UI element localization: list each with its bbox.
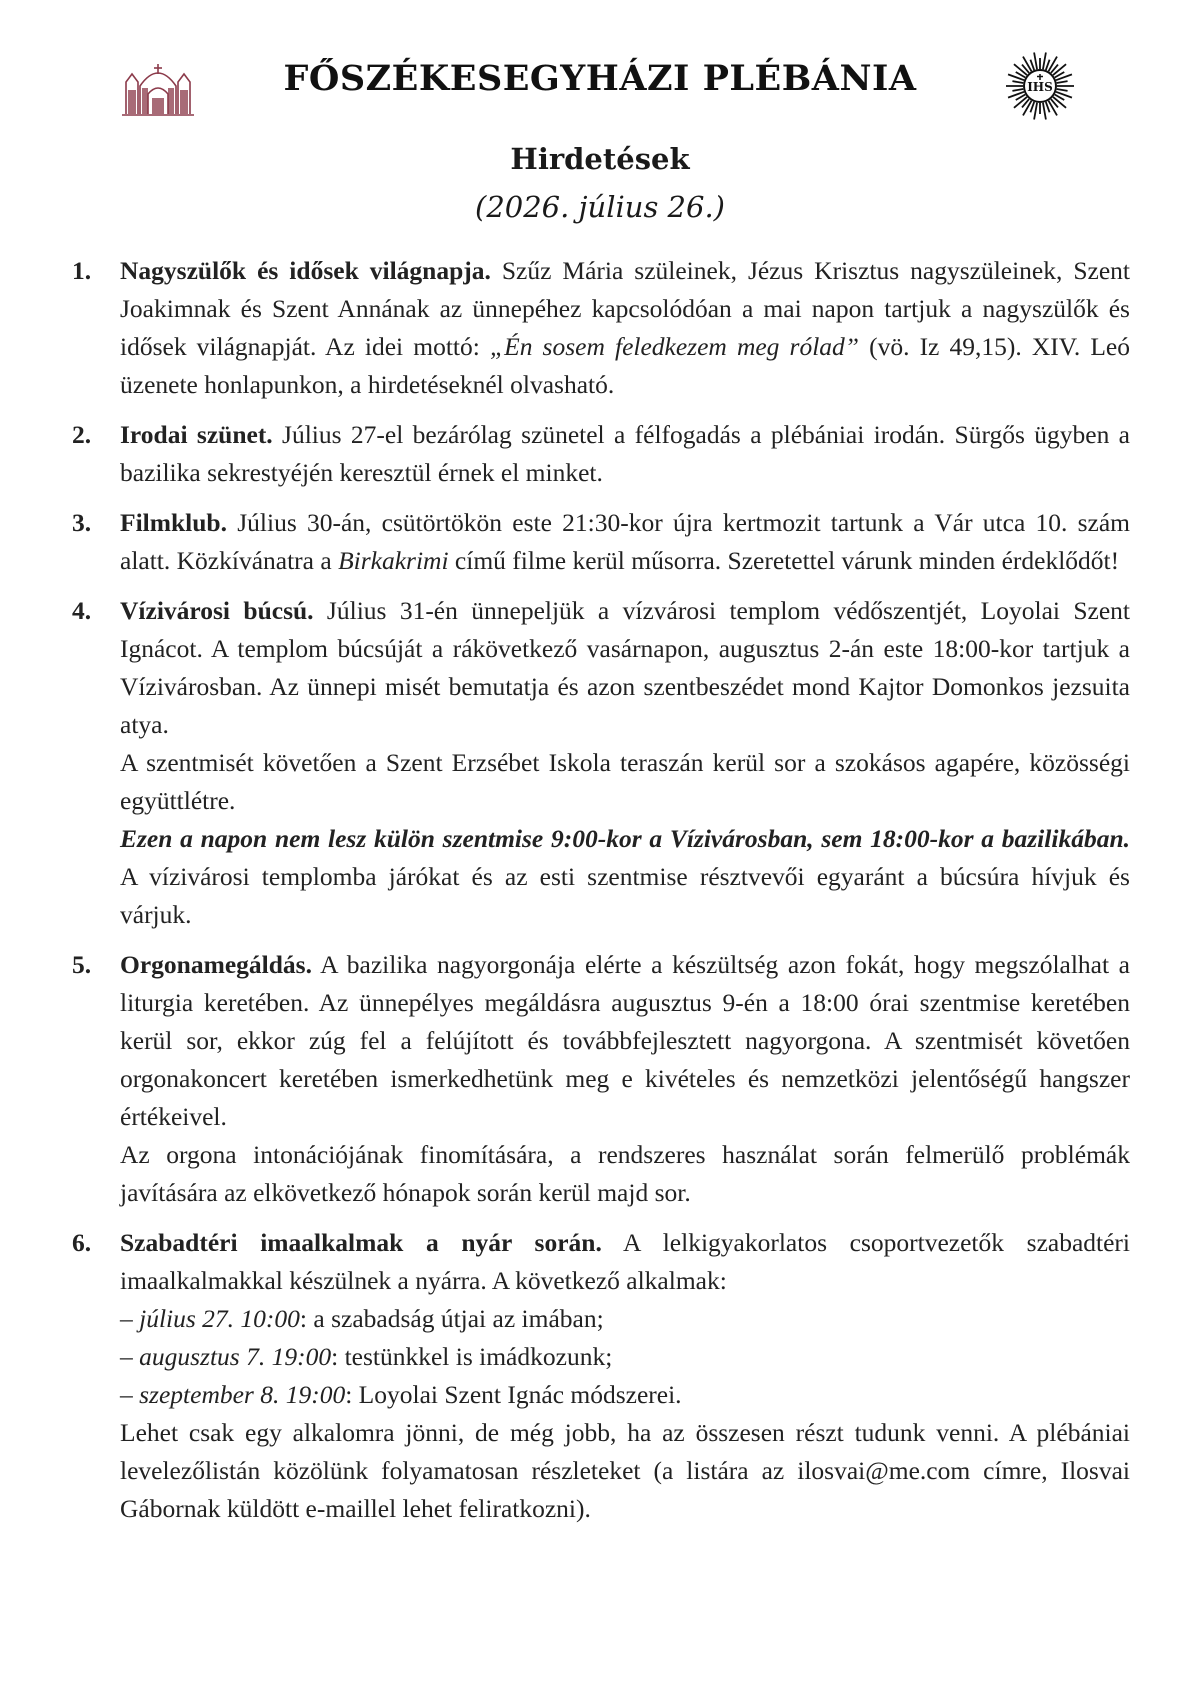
item-quote: „Én sosem feledkezem meg rólad”: [489, 332, 859, 361]
sunburst-ray: [1057, 89, 1068, 91]
cathedral-logo-icon: [122, 60, 194, 116]
sunburst-ray: [1030, 60, 1034, 70]
item-heading: Irodai szünet.: [120, 420, 273, 449]
sunburst-ray: [1043, 53, 1046, 70]
item-paragraph: A szentmisét követően a Szent Erzsébet Iskola teraszán kerül sor a szokásos agapére, közösségi együttlétre.: [120, 748, 1130, 815]
announcement-item: [68, 592, 1130, 934]
sunburst-ray: [1053, 97, 1066, 108]
event-line: [120, 1300, 1130, 1338]
svg-text:IHS: IHS: [1027, 80, 1053, 94]
film-title: Birkakrimi: [338, 546, 449, 575]
item-text: Július 27-el bezárólag szünetel a félfogadás a plébániai irodán. Sürgős ügyben a bazilika sekrestyéjén keresztül érnek el minket.: [120, 420, 1130, 487]
event-title: : a szabadság útjai az imában;: [299, 1304, 604, 1333]
sunburst-ray: [1012, 81, 1023, 83]
page-header: [0, 50, 1200, 130]
sunburst-ray: [1012, 89, 1023, 91]
announcement-item: [68, 1224, 1130, 1528]
item-text: Július 31-én ünnepeljük a vízvárosi templom védőszentjét, Loyolai Szent Ignácot. A templom búcsúját a rákövetkező vasárnapon, augusztus 2-án este 18:00-kor tartjuk a Vízivárosban. Az ünnepi misét bemutatja és azon szentbeszédet mond Kajtor Domonkos jezsuita atya.: [120, 596, 1131, 739]
event-time: – szeptember 8. 19:00: [120, 1380, 346, 1409]
announcement-list: [68, 252, 1130, 1540]
item-heading: Szabadtéri imaalkalmak a nyár során.: [120, 1228, 602, 1257]
sunburst-ray: [1014, 64, 1027, 75]
item-number: 4.: [72, 596, 92, 625]
sunburst-ray: [1046, 60, 1050, 70]
announcement-item: [68, 252, 1130, 404]
item-text: Július 30-án, csütörtökön este 21:30-kor újra kertmozit tartunk a Vár utca 10. szám alatt. Közkívánatra a: [120, 508, 1130, 575]
item-paragraph: [120, 592, 1130, 744]
sunburst-ray: [1046, 102, 1050, 112]
item-number: 5.: [72, 950, 92, 979]
item-text: A vízivárosi templomba járókat és az esti szentmise résztvevői egyaránt a búcsúra hívjuk és várjuk.: [120, 862, 1130, 929]
event-line: [120, 1338, 1130, 1376]
item-heading: Filmklub.: [120, 508, 227, 537]
announcement-item: [68, 946, 1130, 1212]
item-paragraph: Az orgona intonációjának finomítására, a rendszeres használat során felmerülő problémák javítására az elkövetkező hónapok során kerül majd sor.: [120, 1140, 1130, 1207]
item-text: (vö. Iz 49,15). XIV. Leó üzenete honlapunkon, a hirdetéseknél olvasható.: [120, 332, 1130, 399]
item-text: című filme kerül műsorra. Szeretettel várunk minden érdeklődőt!: [448, 546, 1120, 575]
item-number: 3.: [72, 508, 92, 537]
sunburst-ray: [1057, 81, 1068, 83]
item-heading: Nagyszülők és idősek világnapja.: [120, 256, 491, 285]
document-subtitle: Hirdetések: [510, 142, 690, 176]
item-paragraph: Lehet csak egy alkalomra jönni, de még jobb, ha az összesen részt tudunk venni. A plébániai levelezőlistán közölünk folyamatosan részleteket (a listára az ilosvai@me.com címre, Ilosvai Gábornak küldött e-maillel lehet feliratkozni).: [120, 1418, 1130, 1523]
item-paragraph: [120, 1224, 1130, 1300]
announcement-item: [68, 504, 1130, 580]
sunburst-ray: [1023, 57, 1032, 72]
item-heading: Vízivárosi búcsú.: [120, 596, 314, 625]
item-text: Szűz Mária szüleinek, Jézus Krisztus nagyszüleinek, Szent Joakimnak és Szent Annának az ünnepéhez kapcsolódóan a mai napon tartjuk a nagyszülők és idősek világnapját. Az idei mottó:: [120, 256, 1131, 361]
item-text: A bazilika nagyorgonája elérte a készültség azon fokát, hogy megszólalhat a liturgia keretében. Az ünnepélyes megáldásra augusztus 9-én a 18:00 órai szentmise keretében kerül sor, ekkor zúg fel a felújított és továbbfejlesztett nagyorgona. A szentmisét követően orgonakoncert keretében ismerkedhetünk meg e kivételes és nemzetközi jelentőségű hangszer értékeivel.: [120, 950, 1130, 1131]
sunburst-ray: [1049, 57, 1058, 72]
sunburst-ray: [1014, 97, 1027, 108]
item-number: 1.: [72, 256, 92, 285]
item-paragraph: [120, 820, 1130, 934]
item-number: 2.: [72, 420, 92, 449]
sunburst-ray: [1034, 53, 1037, 70]
sunburst-ray: [1049, 101, 1058, 116]
item-paragraph: [120, 946, 1130, 1136]
sunburst-ray: [1053, 64, 1066, 75]
item-text: A lelkigyakorlatos csoportvezetők szabadtéri imaalkalmakkal készülnek a nyárra. A következő alkalmak:: [120, 1228, 1130, 1295]
item-heading: Orgonamegáldás.: [120, 950, 312, 979]
sunburst-ray: [1023, 101, 1032, 116]
item-notice: Ezen a napon nem lesz külön szentmise 9:00-kor a Vízivárosban, sem 18:00-kor a bazilikában.: [120, 824, 1130, 853]
event-time: – augusztus 7. 19:00: [120, 1342, 332, 1371]
item-number: 6.: [72, 1228, 92, 1257]
event-line: [120, 1376, 1130, 1414]
parish-title: FŐSZÉKESEGYHÁZI PLÉBÁNIA: [283, 58, 917, 99]
event-time: – július 27. 10:00: [120, 1304, 300, 1333]
announcement-item: [68, 416, 1130, 492]
sunburst-ray: [1030, 102, 1034, 112]
sunburst-ray: [1034, 103, 1037, 120]
event-title: : testünkkel is imádkozunk;: [331, 1342, 613, 1371]
ihs-emblem-icon: [1004, 50, 1076, 122]
sunburst-ray: [1043, 103, 1046, 120]
document-date: (2026. július 26.): [475, 190, 725, 224]
event-title: : Loyolai Szent Ignác módszerei.: [345, 1380, 682, 1409]
